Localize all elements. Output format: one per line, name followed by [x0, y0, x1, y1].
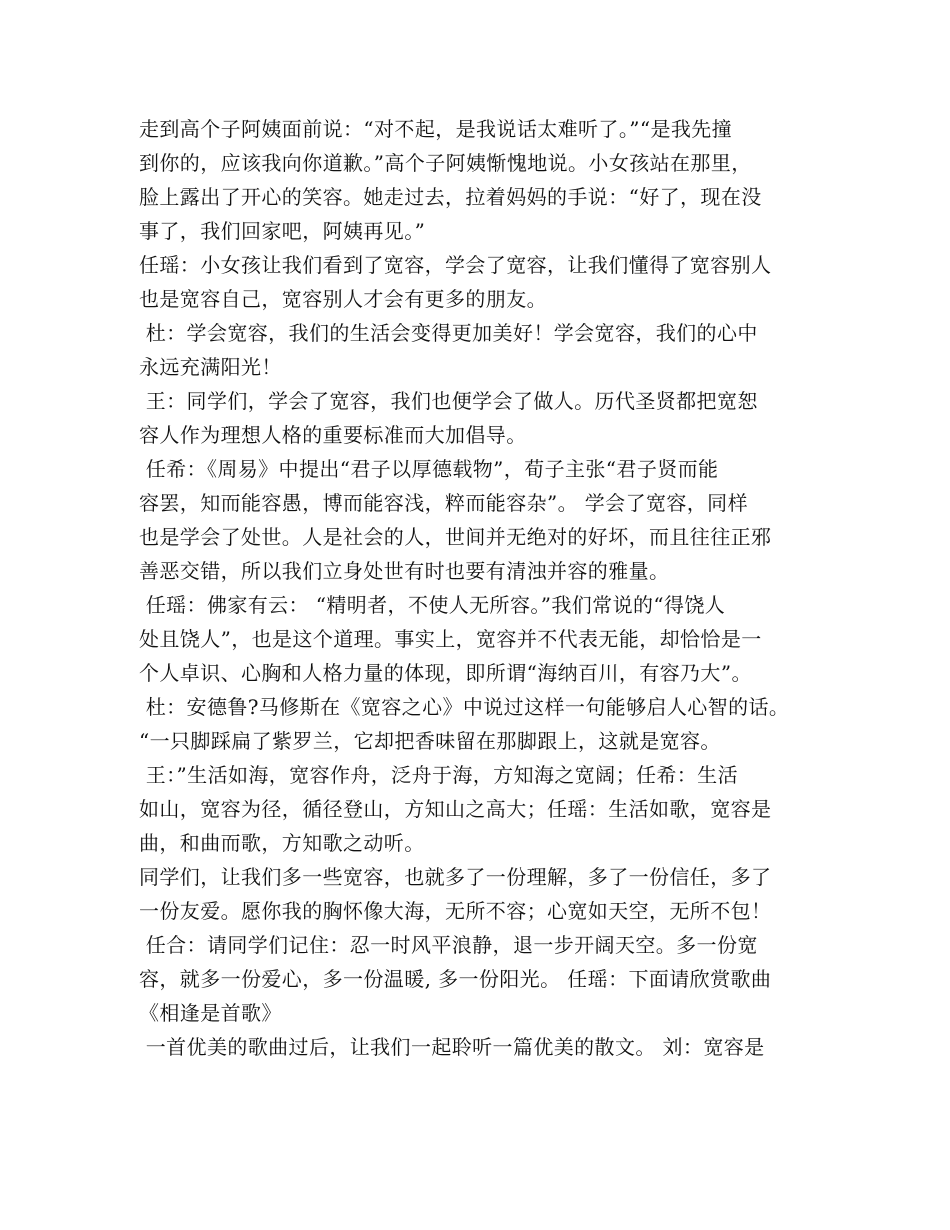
- text-line: 曲，和曲而歌，方知歌之动听。: [139, 831, 425, 855]
- text-line: 永远充满阳光！: [139, 355, 282, 379]
- text-line: 事了，我们回家吧，阿姨再见。”: [139, 219, 426, 243]
- text-line: 杜：学会宽容，我们的生活会变得更加美好！学会宽容，我们的心中: [139, 321, 758, 345]
- text-line: 杜：安德鲁?马修斯在《宽容之心》中说过这样一句能够启人心智的话。: [139, 695, 790, 719]
- text-line: 善恶交错，所以我们立身处世有时也要有清浊并容的雅量。: [139, 559, 670, 583]
- text-line: 容，就多一份爱心，多一份温暖, 多一份阳光。 任瑶：下面请欣赏歌曲: [139, 967, 772, 991]
- text-line: 王：同学们，学会了宽容，我们也便学会了做人。历代圣贤都把宽恕: [139, 389, 758, 413]
- text-line: 一首优美的歌曲过后，让我们一起聆听一篇优美的散文。 刘：宽容是: [139, 1035, 765, 1059]
- text-line: 任合：请同学们记住：忍一时风平浪静，退一步开阔天空。多一份宽: [139, 933, 758, 957]
- text-line: 如山，宽容为径，循径登山，方知山之高大；任瑶：生活如歌，宽容是: [139, 797, 772, 821]
- text-line: 处且饶人”，也是这个道理。事实上，宽容并不代表无能，却恰恰是一: [139, 627, 762, 651]
- text-line: 个人卓识、心胸和人格力量的体现，即所谓“海纳百川，有容乃大”。: [139, 661, 752, 685]
- text-line: 到你的，应该我向你道歉。”高个子阿姨惭愧地说。小女孩站在那里，: [139, 151, 752, 175]
- text-line: 容罢，知而能容愚，博而能容浅，粹而能容杂”。 学会了宽容，同样: [139, 491, 748, 515]
- text-line: 一份友爱。愿你我的胸怀像大海，无所不容；心宽如天空，无所不包！: [139, 899, 772, 923]
- text-line: 任希：《周易》中提出“君子以厚德载物”，荀子主张“君子贤而能: [139, 457, 719, 481]
- document-body: [139, 112, 819, 1064]
- text-line: 脸上露出了开心的笑容。她走过去，拉着妈妈的手说：“好了，现在没: [139, 185, 762, 209]
- text-line: 也是学会了处世。人是社会的人，世间并无绝对的好坏，而且往往正邪: [139, 525, 772, 549]
- text-line: 走到高个子阿姨面前说：“对不起，是我说话太难听了。”“是我先撞: [139, 117, 733, 141]
- text-line: 任瑶：小女孩让我们看到了宽容，学会了宽容，让我们懂得了宽容别人: [139, 253, 772, 277]
- text-line: 《相逢是首歌》: [139, 1001, 282, 1025]
- text-line: “一只脚踩扁了紫罗兰，它却把香味留在那脚跟上，这就是宽容。: [139, 729, 721, 753]
- text-line: 容人作为理想人格的重要标准而大加倡导。: [139, 423, 527, 447]
- text-line: 任瑶：佛家有云： “精明者，不使人无所容。”我们常说的“得饶人: [139, 593, 726, 617]
- text-line: 同学们，让我们多一些宽容，也就多了一份理解，多了一份信任，多了: [139, 865, 772, 889]
- text-line: 王：”生活如海，宽容作舟，泛舟于海，方知海之宽阔；任希：生活: [139, 763, 738, 787]
- text-line: 也是宽容自己，宽容别人才会有更多的朋友。: [139, 287, 547, 311]
